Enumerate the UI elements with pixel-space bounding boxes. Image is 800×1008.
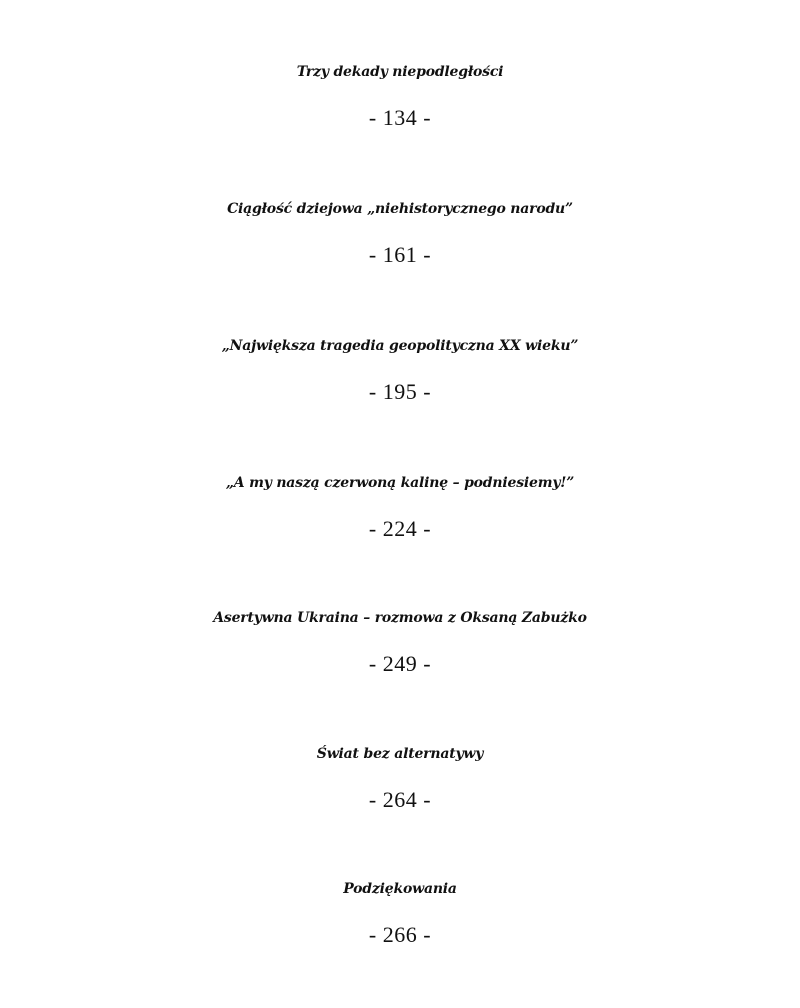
toc-entry (0, 192, 800, 268)
toc-entry (0, 872, 800, 948)
toc-entry-page-number: - 195 - (368, 379, 432, 404)
toc-entry-page-number: - 161 - (368, 242, 432, 267)
toc-entry-page-number: - 249 - (368, 651, 432, 676)
toc-entry (0, 601, 800, 677)
toc-entry-page-number: - 224 - (368, 516, 432, 541)
toc-entry-title: Ciągłość dziejowa „niehistorycznego narodu” (227, 201, 573, 217)
toc-entry-page-number: - 134 - (368, 105, 432, 130)
toc-entry-title: „A my naszą czerwoną kalinę – podniesiemy!” (225, 475, 575, 491)
toc-entry-title: Asertywna Ukraina – rozmowa z Oksaną Zabużko (213, 610, 587, 626)
toc-entry (0, 737, 800, 813)
toc-entry (0, 466, 800, 542)
toc-entry-page-number: - 264 - (368, 787, 432, 812)
toc-entry-title: Świat bez alternatywy (316, 746, 484, 762)
toc-entry-title: Trzy dekady niepodległości (296, 64, 504, 80)
toc-entry-title: Podziękowania (343, 881, 457, 897)
toc-entry (0, 329, 800, 405)
toc-entry-title: „Największa tragedia geopolityczna XX wieku” (221, 338, 579, 354)
toc-entry-page-number: - 266 - (368, 922, 432, 947)
toc-entry (0, 55, 800, 131)
